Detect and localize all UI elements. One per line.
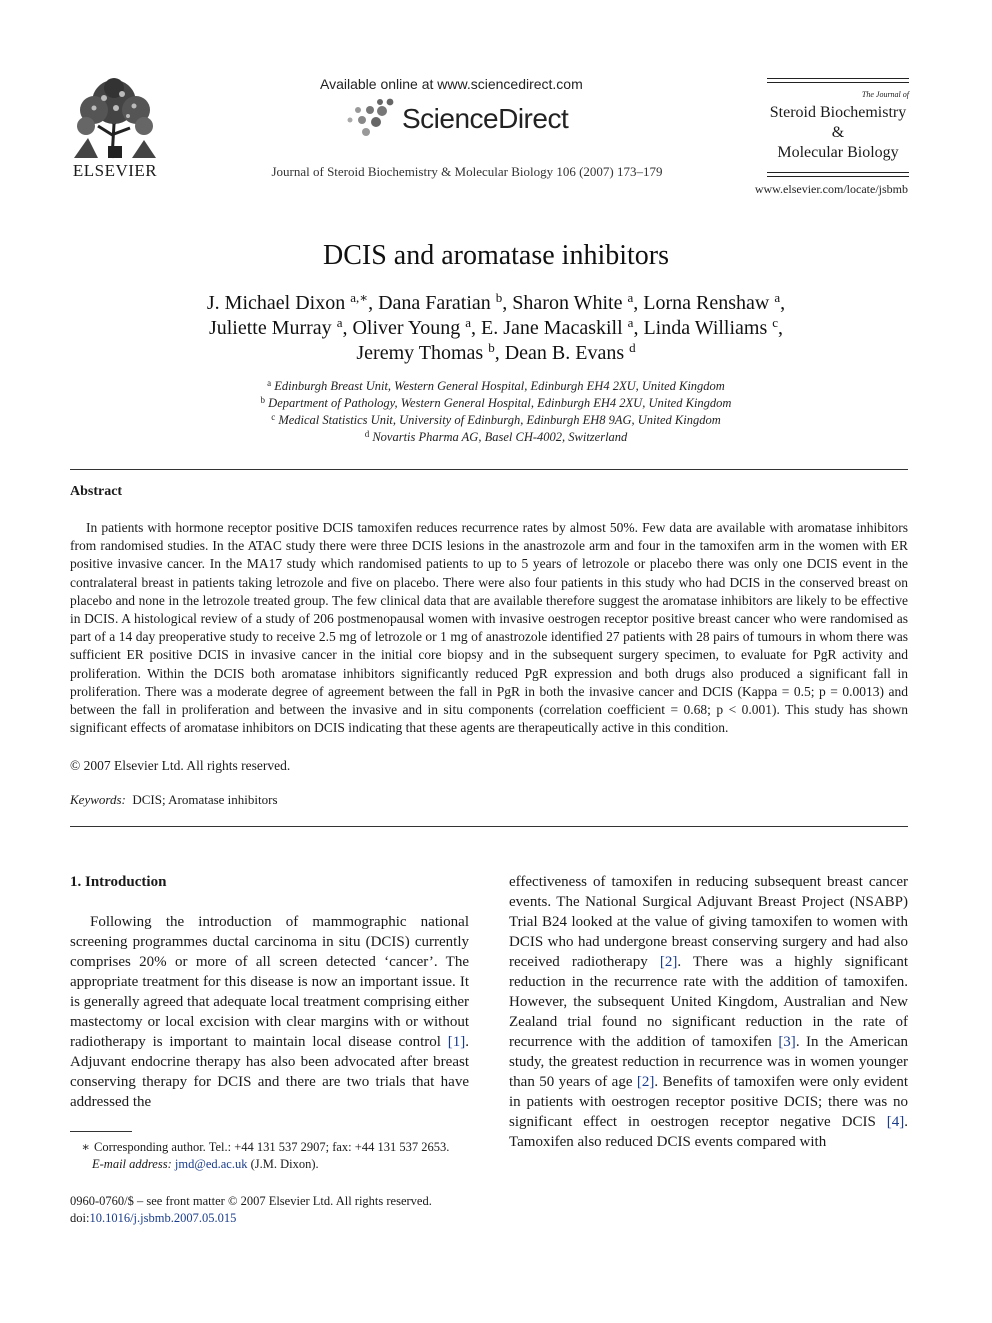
affiliation-a [0, 378, 992, 394]
author-affiliation-mark[interactable]: b [488, 340, 495, 355]
body-paragraph [70, 912, 469, 1112]
author-line-2 [0, 315, 992, 340]
sciencedirect-logo [346, 96, 586, 140]
abstract-heading: Abstract [70, 484, 123, 499]
affiliation-key: d [364, 429, 370, 439]
affiliation-c [0, 412, 992, 428]
affiliation-text: Novartis Pharma AG, Basel CH-4002, Switzerland [372, 430, 628, 444]
body-text: Following the introduction of mammographic national screening programmes ductal carcinoma in situ (DCIS) currently comprises 20% or more of all screen detected ‘cancer’. The appropriate treatment for this disease is now an important issue. It is generally agreed that adequate local treatment comprising either mastectomy or local excision with clear margins with or without radiotherapy is important to maintain local disease control [70, 914, 469, 1050]
journal-box-rule [767, 172, 909, 173]
issn-block [70, 1193, 432, 1227]
journal-box-rule [767, 176, 909, 177]
abstract-paragraph: In patients with hormone receptor positive DCIS tamoxifen reduces recurrence rates by almost 50%. Few data are available with aromatase inhibitors from randomised studies. In the ATAC study there were three DCIS lesions in the anastrozole arm and four in the tamoxifen arm in the women with ER positive invasive cancer. In the MA17 study which randomised patients to up to 5 years of letrozole or placebo there was only one DCIS event in the contralateral breast in patients taking letrozole and five on placebo. There were also four patients in this study who had DCIS in the conserved breast on placebo and none in the letrozole treated group. The few clinical data that are available therefore suggest the aromatase inhibitors are likely to be effective in DCIS. A histological review of a study of 206 postmenopausal women with invasive oestrogen receptor positive breast cancer who were randomised as part of a 14 day preoperative study to receive 2.5 mg of letrozole or 1 mg of anastrozole identified 27 patients with 28 pairs of tumours in whom there was sufficient ER positive DCIS in invasive cancer in the initial core biopsy and in the subsequent surgery specimen, to evaluate for PgR activity and proliferation. Within the DCIS both aromatase inhibitors significantly reduced PgR expression and both drugs also produced a significant fall in proliferation. There was a moderate degree of agreement between the fall in PgR in both the invasive cancer and DCIS (Kappa = 0.5; p = 0.0013) and between the fall in proliferation and between the invasive and in situ components (correlation coefficient = 0.68; p < 0.001). This study has shown significant effects of aromatase inhibitors on DCIS indicating that these agents are therapeutically active in this condition. [70, 520, 908, 736]
journal-box-line3: Molecular Biology [777, 144, 899, 161]
doi-label: doi: [70, 1211, 90, 1225]
author-separator: , [342, 317, 353, 339]
author-name[interactable]: Dana Faratian [378, 292, 491, 314]
doi-link[interactable]: 10.1016/j.jsbmb.2007.05.015 [89, 1211, 237, 1225]
footnote-corresponding: Corresponding author. Tel.: +44 131 537 2907; fax: +44 131 537 2653. [94, 1140, 450, 1154]
author-affiliation-mark[interactable]: c [772, 315, 779, 330]
author-line-3 [0, 340, 992, 365]
author-affiliation-mark[interactable]: a [627, 290, 634, 305]
journal-url-link[interactable]: www.elsevier.com/locate/jsbmb [754, 182, 908, 196]
article-title: DCIS and aromatase inhibitors [322, 240, 670, 271]
author-name[interactable]: Juliette Murray [208, 317, 332, 339]
author-affiliation-mark[interactable]: a [336, 315, 343, 330]
author-separator: , [633, 292, 644, 314]
affiliation-key: b [260, 395, 266, 405]
journal-title-box [767, 78, 909, 178]
author-separator: , [780, 292, 786, 314]
author-name[interactable]: J. Michael Dixon [206, 292, 346, 314]
sciencedirect-dots-icon [346, 96, 402, 140]
affiliation-key: c [271, 412, 276, 422]
affiliation-d [0, 429, 992, 445]
reference-link[interactable]: [1] [447, 1034, 466, 1050]
divider [70, 826, 908, 827]
footnote-star: ∗ [81, 1140, 90, 1154]
elsevier-wordmark: ELSEVIER [72, 161, 158, 180]
body-column-left [70, 912, 469, 1112]
affiliation-b [0, 395, 992, 411]
email-suffix: (J.M. Dixon). [247, 1157, 319, 1171]
divider [70, 469, 908, 470]
sciencedirect-wordmark: ScienceDirect [402, 103, 569, 134]
author-affiliation-mark[interactable]: a,∗ [350, 290, 369, 305]
body-text: . Adjuvant endocrine therapy has also been advocated after breast conserving therapy for DCIS and there are two trials that have addressed the [70, 1034, 469, 1110]
body-text: effectiveness of tamoxifen in reducing subsequent breast cancer events. The National Surgical Adjuvant Breast Project (NSABP) Trial B24 looked at the value of giving tamoxifen to women with DCIS who had undergone breast conserving surgery and had also received radiotherapy [509, 874, 908, 970]
elsevier-tree-icon [68, 76, 162, 160]
author-affiliation-mark[interactable]: a [465, 315, 472, 330]
journal-box-rule [767, 78, 909, 79]
author-line-1 [0, 290, 992, 315]
author-name[interactable]: Lorna Renshaw [643, 292, 770, 314]
author-name[interactable]: E. Jane Macaskill [481, 317, 623, 339]
body-text: . There was a highly significant reduction in the recurrence rate with the addition of tamoxifen. However, the subsequent United Kingdom, Australian and New Zealand trial found no significant reduction in the rate of recurrence with the addition of tamoxifen [509, 954, 908, 1050]
body-text: . In the American study, the greatest reduction in recurrence was in women younger than 50 years of age [509, 1034, 908, 1090]
corresponding-author-footnote [70, 1139, 490, 1173]
footnote-rule [70, 1131, 132, 1132]
journal-box-rule [767, 82, 909, 83]
reference-link[interactable]: [3] [778, 1034, 796, 1050]
available-online-text: Available online at www.sciencedirect.com [320, 76, 583, 92]
elsevier-logo [68, 76, 162, 180]
keywords-value: DCIS; Aromatase inhibitors [132, 792, 278, 807]
author-name[interactable]: Dean B. Evans [504, 342, 625, 364]
keywords [70, 792, 278, 808]
affiliation-key: a [267, 378, 272, 388]
section-heading: 1. Introduction [70, 874, 167, 890]
author-separator: , [633, 317, 644, 339]
body-column-right [509, 872, 908, 1152]
footnote-line [70, 1139, 490, 1156]
author-name[interactable]: Sharon White [512, 292, 623, 314]
body-text: . Tamoxifen also reduced DCIS events compared with [509, 1114, 908, 1150]
affiliation-text: Edinburgh Breast Unit, Western General Hospital, Edinburgh EH4 2XU, United Kingdom [274, 379, 725, 393]
author-name[interactable]: Jeremy Thomas [356, 342, 484, 364]
issn-line: 0960-0760/$ – see front matter © 2007 Elsevier Ltd. All rights reserved. [70, 1194, 432, 1208]
reference-link[interactable]: [4] [886, 1114, 905, 1130]
author-name[interactable]: Linda Williams [643, 317, 768, 339]
footnote-line [70, 1156, 490, 1173]
journal-box-small: The Journal of [861, 90, 909, 99]
body-text: . Benefits of tamoxifen were only evident in patients with oestrogen receptor positive DCIS; there was no significant effect in oestrogen receptor negative DCIS [509, 1074, 908, 1130]
email-label: E-mail address: [92, 1157, 172, 1171]
author-separator: , [368, 292, 379, 314]
author-separator: , [471, 317, 482, 339]
abstract-text [70, 519, 908, 737]
body-paragraph [509, 872, 908, 1152]
author-separator: , [494, 342, 505, 364]
author-affiliation-mark[interactable]: d [629, 340, 636, 355]
reference-link[interactable]: [2] [636, 1074, 655, 1090]
email-link[interactable]: jmd@ed.ac.uk [174, 1157, 248, 1171]
reference-link[interactable]: [2] [659, 954, 678, 970]
author-affiliation-mark[interactable]: a [774, 290, 781, 305]
author-affiliation-mark[interactable]: b [495, 290, 503, 305]
keywords-label: Keywords: [70, 792, 126, 807]
journal-box-line1: Steroid Biochemistry [769, 104, 907, 121]
author-name[interactable]: Oliver Young [352, 317, 461, 339]
abstract-copyright: © 2007 Elsevier Ltd. All rights reserved. [70, 758, 291, 773]
affiliation-text: Department of Pathology, Western General Hospital, Edinburgh EH4 2XU, United Kingdom [268, 396, 732, 410]
doi-line [70, 1210, 432, 1227]
author-separator: , [502, 292, 513, 314]
journal-citation: Journal of Steroid Biochemistry & Molecular Biology 106 (2007) 173–179 [271, 164, 663, 179]
author-affiliation-mark[interactable]: a [627, 315, 634, 330]
author-separator: , [778, 317, 784, 339]
affiliation-text: Medical Statistics Unit, University of Edinburgh, Edinburgh EH8 9AG, United Kingdom [278, 413, 721, 427]
journal-box-line2: & [831, 124, 845, 141]
